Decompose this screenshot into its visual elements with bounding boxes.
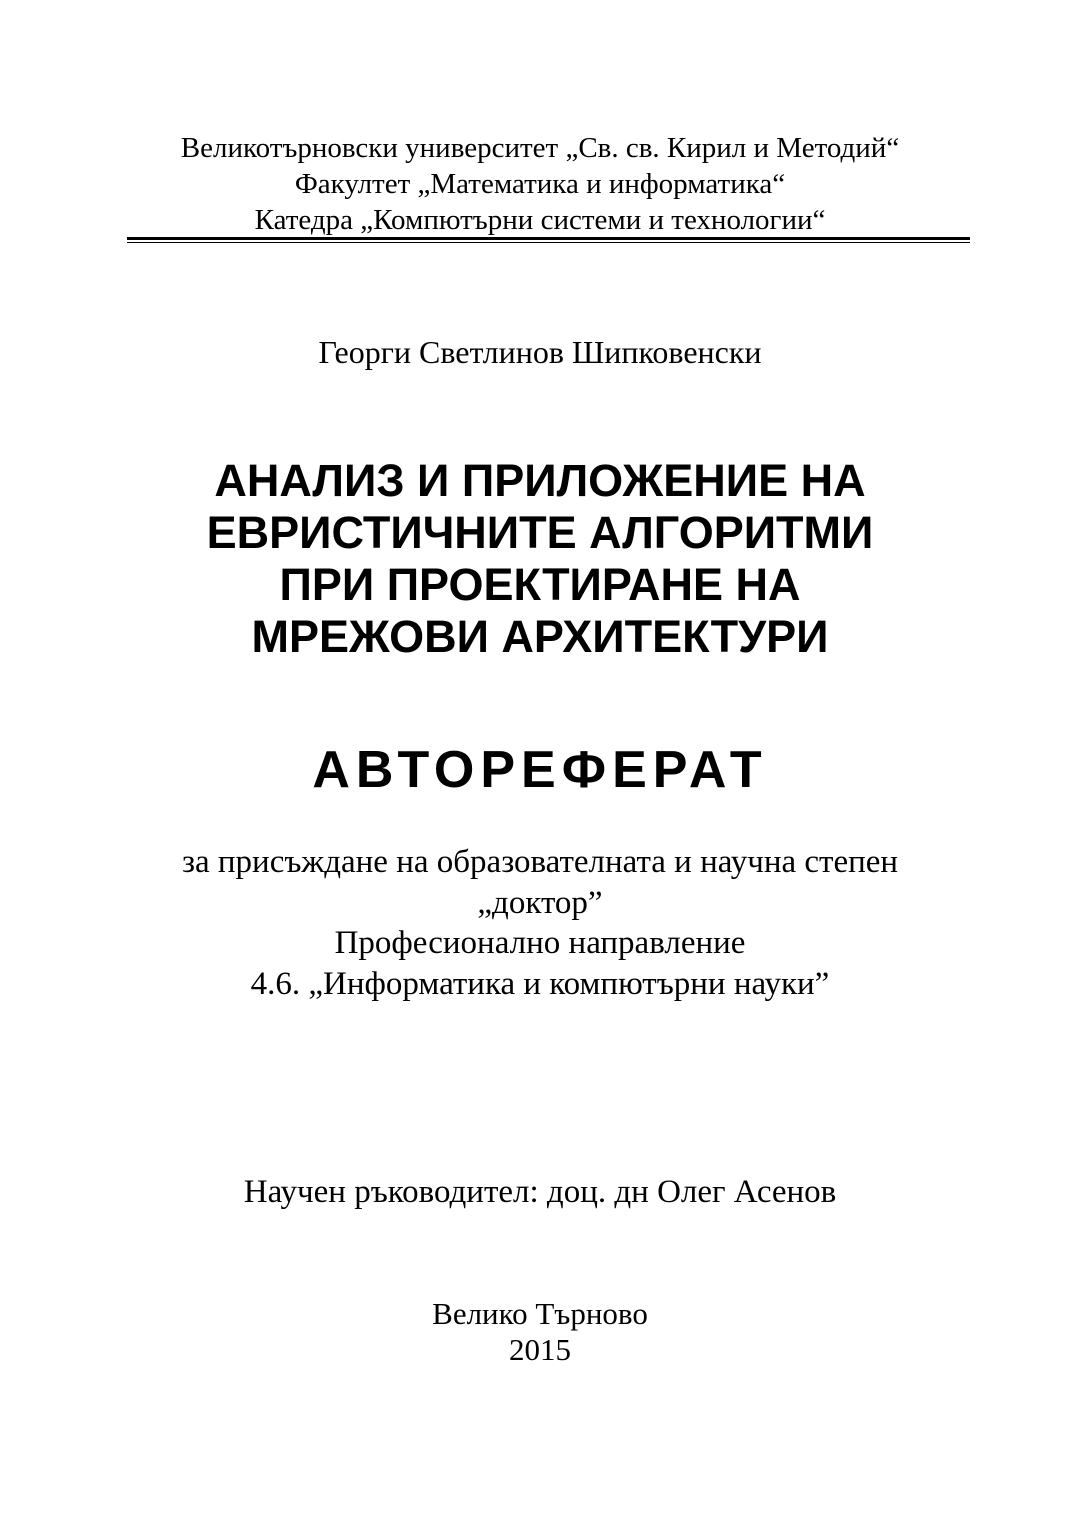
title-line-3: ПРИ ПРОЕКТИРАНЕ НА [279,559,801,610]
header-divider-thick [127,237,970,240]
city: Велико Търново [432,1296,648,1331]
title-line-1: АНАЛИЗ И ПРИЛОЖЕНИЕ НА [214,455,866,506]
degree-line-2: „доктор” [477,885,603,921]
faculty-name: Факултет „Математика и информатика“ [294,168,786,200]
title-line-2: ЕВРИСТИЧНИТЕ АЛГОРИТМИ [206,507,874,558]
degree-line-3: Професионално направление [334,925,746,961]
degree-line-1: за присъждане на образователната и научна степен [181,844,899,880]
university-name: Великотърновски университет „Св. св. Кирил и Методий“ [180,132,900,164]
document-type: АВТОРЕФЕРАТ [312,741,768,799]
supervisor: Научен ръководител: доц. дн Олег Асенов [243,1174,837,1210]
header-divider-thin [127,242,970,243]
year: 2015 [509,1332,571,1367]
author-name: Георги Светлинов Шипковенски [318,334,762,370]
title-line-4: МРЕЖОВИ АРХИТЕКТУРИ [251,611,829,662]
degree-line-4: 4.6. „Информатика и компютърни науки” [250,966,830,1002]
department-name: Катедра „Компютърни системи и технологии“ [254,204,826,236]
